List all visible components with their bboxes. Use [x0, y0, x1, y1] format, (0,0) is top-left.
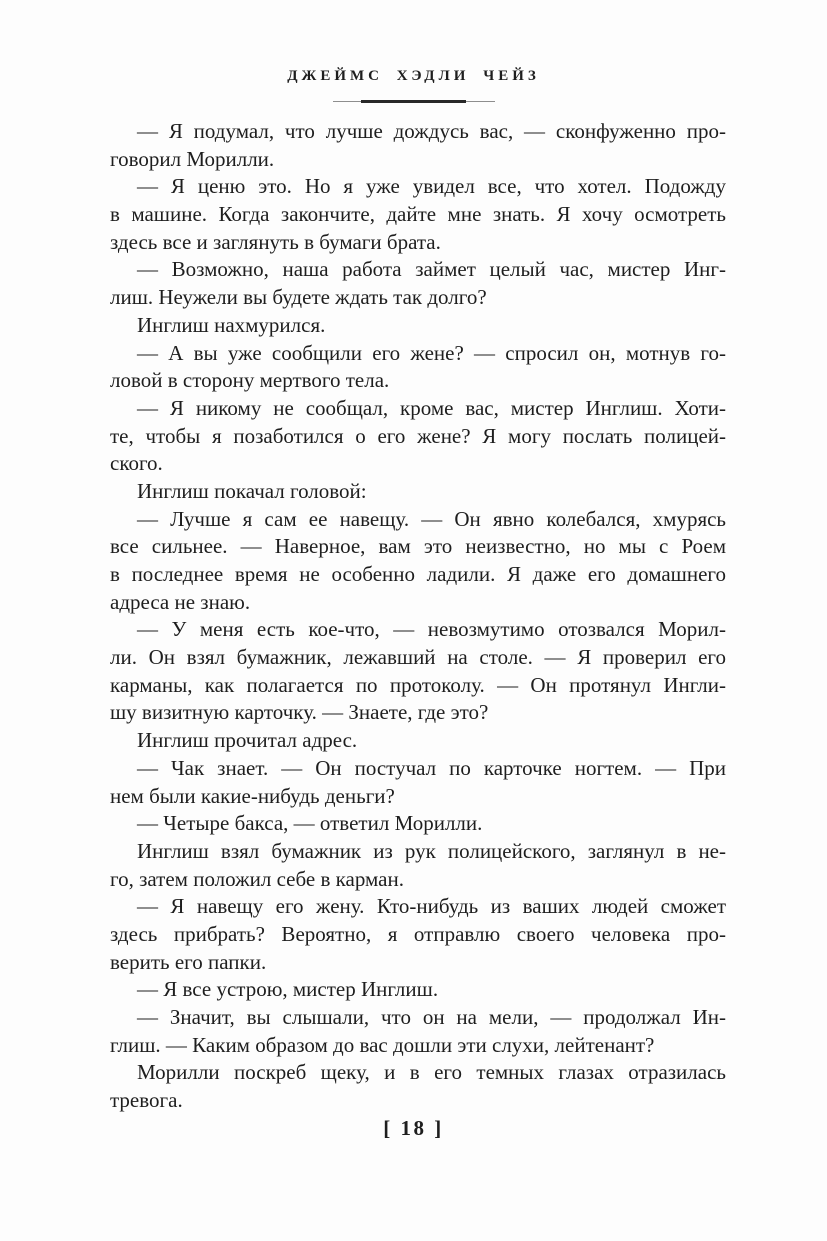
text-line: те, чтобы я позаботился о его жене? Я могу послать полицей- [110, 423, 726, 448]
text-line: — Я ценю это. Но я уже увидел все, что хотел. Подожду [137, 174, 726, 199]
text-line: в последнее время не особенно ладили. Я даже его домашнего [110, 562, 726, 586]
body-text [110, 118, 726, 1115]
text-line: говорил Морилли. [110, 146, 275, 171]
text-line: — А вы уже сообщили его жене? — спросил он, мотнув го- [137, 340, 726, 365]
text-line: Морилли поскреб щеку, и в его темных глазах отразилась [137, 1060, 726, 1085]
text-line: ского. [110, 451, 163, 476]
header-rule-thick-center [361, 100, 466, 104]
text-line: — Я никому не сообщал, кроме вас, мистер Инглиш. Хоти- [137, 395, 726, 420]
running-header-title: ДЖЕЙМС ХЭДЛИ ЧЕЙЗ [287, 68, 540, 84]
text-line: — Я подумал, что лучше дождусь вас, — сконфуженно про- [137, 119, 726, 143]
page-number: [ 18 ] [383, 1116, 444, 1140]
header-rule-thin-right [466, 101, 495, 103]
header-rule-thin-left [333, 101, 362, 103]
text-line: тревога. [110, 1088, 183, 1113]
text-line: лиш. Неужели вы будете ждать так долго? [110, 285, 487, 310]
text-line: здесь все и заглянуть в бумаги брата. [110, 229, 441, 254]
text-line: карманы, как полагается по протоколу. — Он протянул Ингли- [110, 672, 726, 697]
header-rule [333, 99, 495, 104]
text-line: глиш. — Каким образом до вас дошли эти слухи, лейтенант? [110, 1032, 655, 1057]
text-line: в машине. Когда закончите, дайте мне знать. Я хочу осмотреть [110, 202, 726, 227]
text-line: — Я навещу его жену. Кто-нибудь из ваших людей сможет [137, 894, 726, 919]
text-line: верить его папки. [110, 949, 267, 974]
text-line: Инглиш взял бумажник из рук полицейского, заглянул в не- [137, 838, 726, 863]
text-line: адреса не знаю. [110, 589, 251, 614]
text-line: ловой в сторону мертвого тела. [110, 368, 390, 393]
text-line: шу визитную карточку. — Знаете, где это? [110, 700, 489, 725]
text-line: — Лучше я сам ее навещу. — Он явно колебался, хмурясь [137, 506, 726, 531]
text-line: — Я все устрою, мистер Инглиш. [137, 977, 439, 1002]
text-line: ли. Он взял бумажник, лежавший на столе. — Я проверил его [110, 645, 726, 670]
text-line: Инглиш нахмурился. [137, 312, 326, 337]
text-line: все сильнее. — Наверное, вам это неизвестно, но мы с Роем [110, 534, 726, 559]
text-line: Инглиш покачал головой: [137, 478, 367, 503]
text-line: — У меня есть кое-что, — невозмутимо отозвался Морил- [137, 617, 726, 642]
text-line: нем были какие-нибудь деньги? [110, 783, 395, 808]
text-line: здесь прибрать? Вероятно, я отправлю своего человека про- [110, 921, 726, 946]
text-line: — Значит, вы слышали, что он на мели, — продолжал Ин- [137, 1005, 726, 1029]
text-line: — Возможно, наша работа займет целый час, мистер Инг- [137, 257, 726, 282]
text-line: — Четыре бакса, — ответил Морилли. [137, 811, 483, 836]
text-line: го, затем положил себе в карман. [110, 866, 404, 891]
text-line: — Чак знает. — Он постучал по карточке ногтем. — При [137, 755, 726, 780]
text-line: Инглиш прочитал адрес. [137, 728, 358, 753]
